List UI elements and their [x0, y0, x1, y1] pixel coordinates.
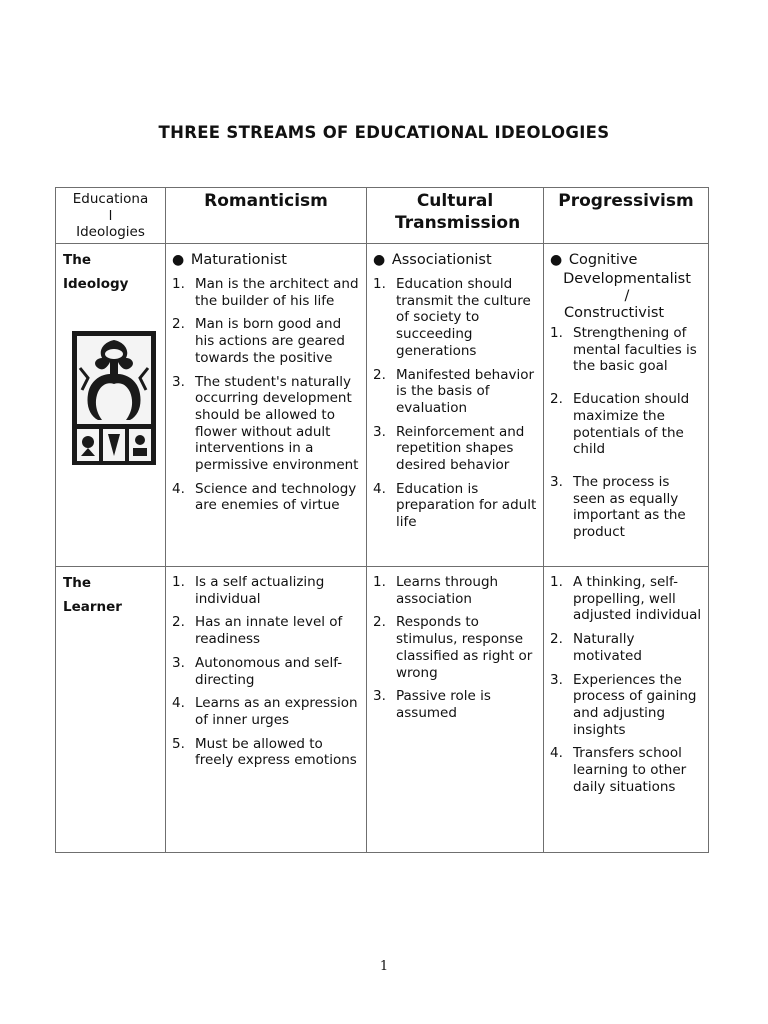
bullet-text: Developmentalist	[563, 271, 691, 287]
list-item-text: Passive role is assumed	[396, 688, 491, 721]
bullet-heading	[172, 251, 362, 270]
list-item-text: Naturally motivated	[573, 631, 642, 664]
corner-header-line: l	[108, 208, 113, 224]
bullet-dot-icon: ●	[550, 252, 563, 268]
numbered-list	[373, 574, 539, 722]
list-item-text: Education is preparation for adult life	[396, 480, 537, 531]
bullet-text: Associationist	[391, 252, 492, 268]
numbered-list	[172, 574, 362, 769]
list-item: 4. Science and technology are enemies of virtue	[172, 480, 357, 514]
bullet-text: Constructivist	[564, 305, 665, 321]
list-item: 4. Transfers school learning to other daily situations	[550, 745, 687, 795]
list-item: 2. Naturally motivated	[550, 631, 642, 664]
column-header-label: Romanticism	[204, 191, 328, 211]
corner-header-line: Ideologies	[76, 224, 145, 240]
list-item-text: Man is the architect and the builder of his life	[195, 276, 359, 309]
list-item-text: Science and technology are enemies of virtue	[195, 480, 357, 514]
list-item-text: Autonomous and self-directing	[195, 654, 343, 688]
list-item-text: Reinforcement and repetition shapes desired behavior	[396, 423, 525, 474]
list-item-text: The process is seen as equally important as the product	[573, 473, 686, 541]
column-header-progressivism	[544, 188, 709, 244]
numbered-list	[550, 574, 704, 795]
bullet-dot-icon: ●	[172, 252, 185, 268]
page-number: 1	[379, 959, 389, 974]
row-label-cell	[56, 244, 166, 567]
row-label-line: The	[63, 575, 91, 591]
header-row	[56, 188, 709, 244]
bullet-text: Cognitive	[568, 252, 638, 268]
list-item: 1. Education should transmit the culture of society to succeeding generations	[373, 276, 531, 359]
list-item-text: Man is born good and his actions are geared towards the positive	[195, 316, 345, 366]
list-item-text: Manifested behavior is the basis of evaluation	[396, 366, 535, 416]
list-item: 5. Must be allowed to freely express emotions	[172, 735, 357, 769]
list-item: 4. Education is preparation for adult life	[373, 480, 537, 531]
list-item-text: Has an innate level of readiness	[195, 614, 343, 648]
list-item: 3. Passive role is assumed	[373, 688, 491, 721]
numbered-list	[172, 276, 362, 514]
list-item-text: Education should transmit the culture of society to succeeding generations	[396, 276, 531, 359]
list-item-text: Experiences the process of gaining and adjusting insights	[573, 671, 697, 738]
list-item: 1. Is a self actualizing individual	[172, 574, 325, 607]
list-item: 1. A thinking, self-propelling, well adjusted individual	[550, 574, 702, 624]
corner-header-cell	[56, 188, 166, 244]
row-label-cell	[56, 567, 166, 853]
list-item: 1. Learns through association	[373, 574, 499, 607]
list-item: 2. Education should maximize the potentials of the child	[550, 391, 690, 458]
list-item: 3. Reinforcement and repetition shapes desired behavior	[373, 423, 525, 474]
learner-row	[56, 567, 709, 853]
bullet-heading	[550, 251, 704, 270]
list-item: 2. Responds to stimulus, response classified as right or wrong	[373, 614, 533, 681]
corner-header-line: Educationa	[72, 191, 149, 207]
list-item: 3. The student's naturally occurring development should be allowed to flower without adult interventions in a permissive environment	[172, 373, 359, 474]
bullet-text: Maturationist	[190, 252, 287, 268]
list-item: 3. The process is seen as equally important as the product	[550, 473, 686, 541]
romanticism-ideology-cell	[166, 244, 367, 567]
column-header-label: Cultural Transmission	[395, 191, 521, 233]
progressivism-learner-cell	[544, 567, 709, 853]
numbered-list	[373, 276, 539, 531]
bullet-text: /	[624, 288, 630, 304]
column-header-label: Progressivism	[558, 191, 694, 211]
bullet-heading	[373, 251, 539, 270]
list-item-text: Strengthening of mental faculties is the basic goal	[573, 325, 697, 375]
list-item-text: The student's naturally occurring development should be allowed to flower without adult interventions in a permissive environment	[195, 373, 359, 474]
numbered-list	[550, 325, 704, 541]
list-item: 3. Autonomous and self-directing	[172, 654, 343, 688]
cultural-learner-cell	[367, 567, 544, 853]
page-title: THREE STREAMS OF EDUCATIONAL IDEOLOGIES	[158, 123, 610, 142]
progressivism-ideology-cell	[544, 244, 709, 567]
row-label-line: The	[63, 252, 91, 268]
list-item-text: Responds to stimulus, response classified as right or wrong	[396, 614, 533, 681]
cultural-ideology-cell	[367, 244, 544, 567]
list-item-text: Must be allowed to freely express emotions	[195, 735, 357, 769]
row-label-line: Learner	[63, 599, 122, 615]
list-item-text: A thinking, self-propelling, well adjusted individual	[573, 574, 702, 624]
row-label-line: Ideology	[63, 276, 129, 292]
bullet-dot-icon: ●	[373, 252, 386, 268]
woodcut-figure-icon	[68, 328, 160, 468]
list-item: 1. Strengthening of mental faculties is the basic goal	[550, 325, 697, 375]
list-item-text: Is a self actualizing individual	[195, 574, 325, 607]
list-item: 3. Experiences the process of gaining and adjusting insights	[550, 671, 697, 738]
list-item-text: Learns through association	[396, 574, 499, 607]
column-header-cultural-transmission	[367, 188, 544, 244]
list-item: 2. Man is born good and his actions are geared towards the positive	[172, 316, 345, 366]
ideologies-table	[55, 187, 709, 853]
column-header-romanticism	[166, 188, 367, 244]
list-item-text: Education should maximize the potentials of the child	[573, 391, 690, 458]
romanticism-learner-cell	[166, 567, 367, 853]
ideology-row	[56, 244, 709, 567]
list-item: 1. Man is the architect and the builder of his life	[172, 276, 359, 309]
list-item: 2. Manifested behavior is the basis of evaluation	[373, 366, 535, 416]
list-item-text: Transfers school learning to other daily situations	[573, 745, 687, 795]
list-item-text: Learns as an expression of inner urges	[195, 695, 358, 728]
list-item: 2. Has an innate level of readiness	[172, 614, 343, 648]
list-item: 4. Learns as an expression of inner urges	[172, 695, 358, 728]
